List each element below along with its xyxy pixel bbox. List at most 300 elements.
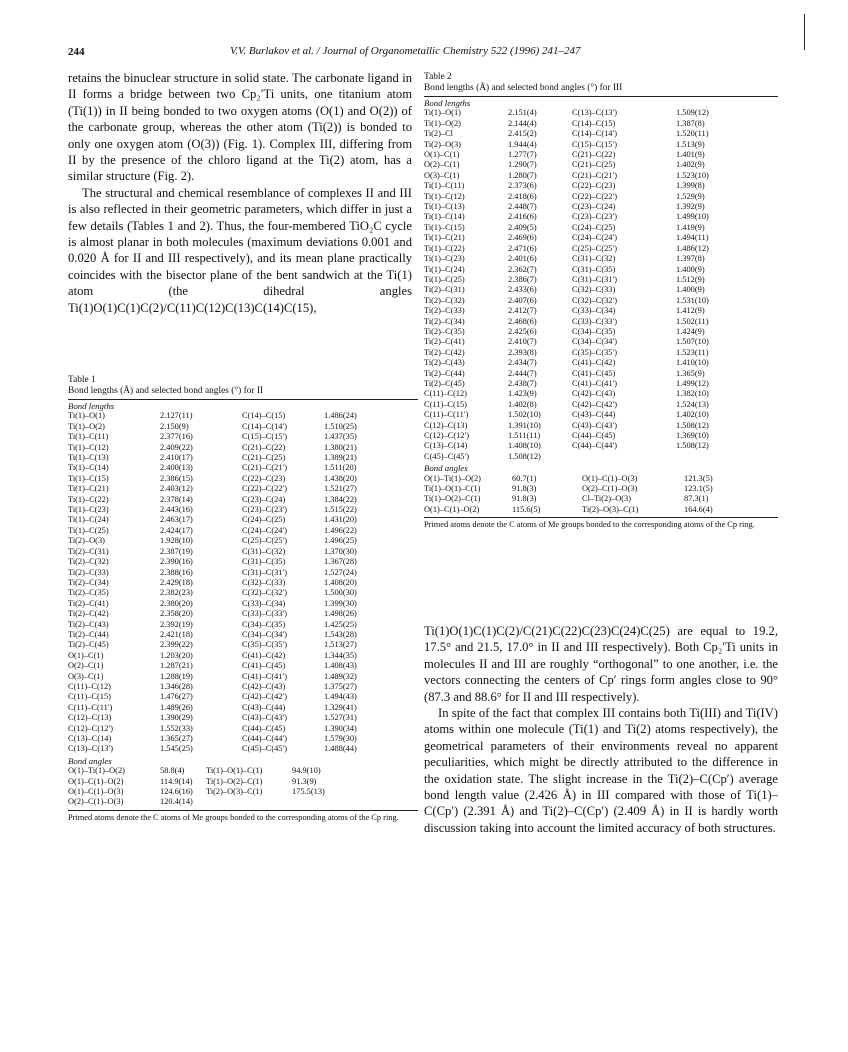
value-cell: 1.280(7) bbox=[508, 170, 537, 180]
atom-pair-cell bbox=[206, 797, 292, 807]
atom-pair-cell: C(23)–C(23′) bbox=[572, 212, 618, 222]
value-cell: 2.410(17) bbox=[160, 453, 193, 463]
atom-pair-cell: Ti(1)–O(2) bbox=[424, 118, 461, 128]
value-cell: 1.489(26) bbox=[160, 702, 193, 712]
value-cell: 94.9(10) bbox=[292, 766, 321, 776]
value-cell: 1.488(44) bbox=[324, 744, 357, 754]
table-rule bbox=[68, 810, 418, 811]
table-row bbox=[424, 421, 709, 431]
table-row bbox=[68, 703, 357, 713]
atom-pair-cell: O(1)–C(1) bbox=[424, 150, 460, 160]
value-cell: 1.510(25) bbox=[324, 421, 357, 431]
atom-pair-cell: Ti(2)–O(3) bbox=[68, 536, 105, 546]
value-cell: 2.407(6) bbox=[508, 295, 537, 305]
atom-pair-cell: C(41)–C(42) bbox=[572, 358, 616, 368]
atom-pair-cell: C(21)–C(25) bbox=[572, 160, 616, 170]
value-cell: 1.412(9) bbox=[676, 306, 705, 316]
value-cell: 1.425(25) bbox=[324, 619, 357, 629]
value-cell: 1.380(21) bbox=[324, 442, 357, 452]
value-cell: 1.579(30) bbox=[324, 734, 357, 743]
value-cell: 1.498(26) bbox=[324, 609, 357, 619]
atom-pair-cell: Ti(2)–C(33) bbox=[424, 306, 465, 316]
value-cell: 1.288(19) bbox=[160, 671, 193, 681]
value-cell: 1.513(27) bbox=[324, 640, 357, 650]
value-cell: 2.416(6) bbox=[508, 212, 537, 222]
atom-pair-cell: Ti(1)–C(11) bbox=[424, 181, 465, 191]
value-cell: 1.344(35) bbox=[324, 650, 357, 660]
value-cell: 1.507(10) bbox=[676, 337, 709, 347]
atom-pair-cell: C(11)–C(15) bbox=[68, 692, 111, 702]
atom-pair-cell: C(44)–C(44′) bbox=[572, 441, 618, 451]
value-cell: 87.3(1) bbox=[684, 494, 709, 504]
value-cell: 1.203(20) bbox=[160, 650, 193, 660]
atom-pair-cell: Ti(2)–Cl bbox=[424, 129, 454, 139]
value-cell: 2.380(20) bbox=[160, 598, 193, 608]
value-cell: 2.362(7) bbox=[508, 264, 537, 274]
atom-pair-cell: C(31)–C(31′) bbox=[242, 567, 288, 577]
table-row bbox=[424, 484, 713, 494]
table-row bbox=[68, 766, 325, 776]
table-row bbox=[424, 389, 709, 399]
value-cell: 2.390(16) bbox=[160, 557, 193, 567]
value-cell: 1.367(28) bbox=[324, 557, 357, 567]
value-cell: 2.387(19) bbox=[160, 546, 193, 556]
value-cell: 1.277(7) bbox=[508, 150, 537, 160]
atom-pair-cell: C(14)–C(14′) bbox=[572, 129, 618, 139]
value-cell: 2.393(8) bbox=[508, 347, 537, 357]
value-cell: 2.388(16) bbox=[160, 567, 193, 577]
value-cell: 2.418(6) bbox=[508, 191, 537, 201]
atom-pair-cell: Ti(2)–C(32) bbox=[68, 557, 109, 567]
table-row bbox=[424, 327, 709, 337]
atom-pair-cell: Ti(2)–C(45) bbox=[424, 378, 465, 388]
table-row bbox=[68, 599, 357, 609]
atom-pair-cell: Ti(2)–O(3)–C(1) bbox=[582, 504, 639, 514]
table-row bbox=[68, 713, 357, 723]
value-cell: 120.4(14) bbox=[160, 797, 193, 807]
atom-pair-cell: C(24)–C(24′) bbox=[572, 233, 618, 243]
value-cell: 1.401(9) bbox=[676, 150, 705, 160]
atom-pair-cell: Ti(2)–C(42) bbox=[424, 347, 465, 357]
section-label: Bond angles bbox=[424, 463, 468, 474]
atom-pair-cell: Ti(2)–C(43) bbox=[424, 358, 465, 368]
value-cell: 2.373(6) bbox=[508, 181, 537, 191]
bond-lengths-table bbox=[68, 411, 357, 754]
value-cell: 2.409(5) bbox=[508, 222, 537, 232]
table-row bbox=[424, 275, 709, 285]
table-row bbox=[68, 484, 357, 494]
table-row bbox=[424, 160, 709, 170]
atom-pair-cell: C(44)–C(45) bbox=[572, 431, 616, 440]
value-cell: 1.527(31) bbox=[324, 713, 357, 723]
atom-pair-cell: Ti(1)–C(24) bbox=[68, 515, 109, 525]
atom-pair-cell: Ti(1)–C(14) bbox=[68, 463, 109, 473]
value-cell: 2.403(12) bbox=[160, 484, 193, 494]
atom-pair-cell: C(23)–C(24) bbox=[242, 494, 286, 504]
table-row bbox=[424, 233, 709, 243]
value-cell: 2.471(6) bbox=[508, 243, 537, 253]
atom-pair-cell: Ti(1)–O(1)–C(1) bbox=[424, 484, 481, 494]
atom-pair-cell: Ti(2)–C(44) bbox=[424, 368, 465, 378]
atom-pair-cell: Ti(1)–C(25) bbox=[68, 525, 109, 535]
value-cell bbox=[292, 797, 325, 807]
value-cell: 1.502(10) bbox=[508, 410, 541, 420]
atom-pair-cell: C(44)–C(45) bbox=[242, 723, 286, 733]
atom-pair-cell: C(21)–C(25) bbox=[242, 453, 286, 463]
value-cell: 1.494(11) bbox=[676, 233, 709, 243]
value-cell: 1.423(9) bbox=[508, 389, 537, 399]
atom-pair-cell: C(31)–C(31′) bbox=[572, 274, 618, 284]
table-row bbox=[68, 411, 357, 421]
table-row bbox=[424, 317, 709, 327]
table-row bbox=[424, 181, 709, 191]
atom-pair-cell: Ti(1)–C(15) bbox=[424, 222, 465, 232]
table-row bbox=[424, 212, 709, 222]
page-edge-line bbox=[804, 14, 805, 50]
table-row bbox=[68, 797, 325, 807]
atom-pair-cell: C(13)–C(14) bbox=[68, 734, 112, 743]
atom-pair-cell: C(43)–C(44) bbox=[572, 410, 616, 420]
bond-lengths-table bbox=[424, 108, 709, 462]
table-row bbox=[424, 285, 709, 295]
value-cell: 2.377(16) bbox=[160, 432, 193, 442]
value-cell: 1.543(28) bbox=[324, 629, 357, 639]
atom-pair-cell: O(1)–Ti(1)–O(2) bbox=[68, 766, 125, 776]
paragraph: The structural and chemical resemblance of complexes II and III is also reflected in their geometric parameters, which differ in just a few details (Tables 1 and 2). Thus, the four-membered TiO₂C cycle is almost planar in both molecules (maximum deviations 0.001 and 0.020 Å for II and III respectively), and its mean plane practically coincides with the bisector plane of the bent sandwich at the Ti(1) atom (the dihedral angles Ti(1)O(1)C(1)C(2)/C(11)C(12)C(13)C(14)C(15), bbox=[68, 185, 412, 315]
value-cell: 115.6(5) bbox=[512, 504, 541, 514]
value-cell: 2.424(17) bbox=[160, 525, 193, 535]
table-row bbox=[424, 452, 709, 462]
atom-pair-cell: Ti(1)–C(23) bbox=[68, 505, 109, 515]
atom-pair-cell: C(34)–C(35) bbox=[242, 619, 286, 629]
atom-pair-cell: Ti(2)–C(35) bbox=[424, 326, 465, 336]
table-row bbox=[424, 244, 709, 254]
table-row bbox=[424, 431, 709, 441]
atom-pair-cell: C(41)–C(45) bbox=[242, 661, 286, 671]
atom-pair-cell: Cl–Ti(2)–O(3) bbox=[582, 494, 632, 504]
value-cell: 2.421(18) bbox=[160, 629, 193, 639]
atom-pair-cell: C(33)–C(33′) bbox=[572, 316, 618, 326]
table-row bbox=[68, 777, 325, 787]
atom-pair-cell: C(11)–C(11′) bbox=[424, 410, 469, 420]
value-cell: 1.400(9) bbox=[676, 264, 705, 274]
body-text-left bbox=[68, 70, 412, 316]
table-caption: Bond lengths (Å) and selected bond angles (°) for III bbox=[424, 83, 623, 93]
value-cell: 114.9(14) bbox=[160, 776, 193, 786]
atom-pair-cell: Ti(1)–C(15) bbox=[68, 473, 109, 483]
atom-pair-cell: C(33)–C(33′) bbox=[242, 609, 288, 619]
atom-pair-cell: C(42)–C(43) bbox=[572, 389, 616, 399]
value-cell: 2.412(7) bbox=[508, 306, 537, 316]
table-row bbox=[68, 526, 357, 536]
atom-pair-cell: Ti(2)–C(42) bbox=[68, 609, 109, 619]
atom-pair-cell: C(14)–C(15) bbox=[572, 118, 616, 128]
value-cell: 1.397(8) bbox=[676, 254, 705, 264]
value-cell: 2.429(18) bbox=[160, 577, 193, 587]
value-cell: 1.402(8) bbox=[508, 399, 537, 409]
value-cell: 1.438(20) bbox=[324, 473, 357, 483]
atom-pair-cell: Ti(1)–C(21) bbox=[424, 233, 465, 243]
value-cell: 1.545(25) bbox=[160, 744, 193, 754]
table-row bbox=[68, 724, 357, 734]
value-cell: 1.509(12) bbox=[676, 108, 709, 118]
value-cell: 91.8(3) bbox=[512, 494, 537, 504]
value-cell: 1.524(13) bbox=[676, 399, 709, 409]
atom-pair-cell: Ti(1)–O(1)–C(1) bbox=[206, 766, 263, 776]
table-row bbox=[68, 640, 357, 650]
value-cell: 1.521(27) bbox=[324, 484, 357, 494]
table-row bbox=[424, 119, 709, 129]
table-2 bbox=[424, 72, 778, 530]
value-cell: 1.496(25) bbox=[324, 536, 357, 546]
table-row bbox=[424, 265, 709, 275]
value-cell: 2.468(6) bbox=[508, 316, 537, 326]
atom-pair-cell: Ti(2)–C(43) bbox=[68, 619, 109, 629]
table-row bbox=[424, 129, 709, 139]
value-cell: 2.469(6) bbox=[508, 233, 537, 243]
table-row bbox=[424, 358, 709, 368]
table-1 bbox=[68, 375, 418, 823]
atom-pair-cell: Ti(1)–O(1) bbox=[424, 108, 461, 118]
value-cell: 1.552(33) bbox=[160, 723, 193, 733]
atom-pair-cell: C(15)–C(15′) bbox=[572, 139, 618, 149]
value-cell: 164.6(4) bbox=[684, 504, 713, 514]
value-cell: 1.384(22) bbox=[324, 494, 357, 504]
table-row bbox=[68, 505, 357, 515]
atom-pair-cell: C(23)–C(23′) bbox=[242, 505, 288, 515]
running-head: V.V. Burlakov et al. / Journal of Organometallic Chemistry 522 (1996) 241–247 bbox=[230, 45, 581, 57]
table-row bbox=[68, 744, 357, 754]
atom-pair-cell: C(13)–C(13′) bbox=[572, 108, 618, 118]
value-cell: 1.424(9) bbox=[676, 326, 705, 336]
table-rule bbox=[68, 399, 418, 400]
atom-pair-cell: O(2)–C(1) bbox=[68, 661, 104, 671]
atom-pair-cell: C(12)–C(13) bbox=[68, 713, 112, 723]
value-cell: 1.508(12) bbox=[508, 451, 541, 461]
atom-pair-cell: Ti(1)–C(23) bbox=[424, 254, 465, 264]
table-row bbox=[68, 536, 357, 546]
value-cell: 1.508(12) bbox=[676, 441, 709, 451]
value-cell: 1.390(34) bbox=[324, 723, 357, 733]
value-cell: 1.496(22) bbox=[324, 525, 357, 535]
table-row bbox=[68, 661, 357, 671]
value-cell: 2.151(4) bbox=[508, 108, 537, 118]
atom-pair-cell: Ti(2)–O(3) bbox=[424, 139, 461, 149]
atom-pair-cell: C(41)–C(45) bbox=[572, 368, 616, 378]
atom-pair-cell: C(21)–C(21′) bbox=[242, 463, 288, 473]
value-cell: 1.408(10) bbox=[508, 441, 541, 451]
value-cell: 2.401(6) bbox=[508, 254, 537, 264]
atom-pair-cell: C(21)–C(22) bbox=[242, 442, 286, 452]
value-cell: 2.425(6) bbox=[508, 326, 537, 336]
table-row bbox=[424, 348, 709, 358]
atom-pair-cell: C(14)–C(15) bbox=[242, 411, 286, 421]
value-cell: 2.358(20) bbox=[160, 609, 193, 619]
atom-pair-cell: C(44)–C(44′) bbox=[242, 734, 288, 743]
atom-pair-cell: Ti(2)–C(31) bbox=[68, 546, 109, 556]
table-row bbox=[68, 609, 357, 619]
value-cell: 1.520(11) bbox=[676, 129, 709, 139]
atom-pair-cell: Ti(2)–O(3)–C(1) bbox=[206, 787, 263, 797]
atom-pair-cell: C(21)–C(21′) bbox=[572, 170, 618, 180]
value-cell: 2.127(11) bbox=[160, 411, 193, 421]
value-cell: 1.408(43) bbox=[324, 661, 357, 671]
atom-pair-cell: C(22)–C(22′) bbox=[242, 484, 288, 494]
atom-pair-cell: C(24)–C(25) bbox=[242, 515, 286, 525]
value-cell: 2.386(7) bbox=[508, 274, 537, 284]
value-cell: 1.387(8) bbox=[676, 118, 705, 128]
table-row bbox=[68, 682, 357, 692]
table-row bbox=[68, 515, 357, 525]
atom-pair-cell: C(34)–C(34′) bbox=[242, 629, 288, 639]
table-row bbox=[424, 505, 713, 515]
table-row bbox=[68, 474, 357, 484]
atom-pair-cell: C(43)–C(44) bbox=[242, 702, 286, 712]
value-cell: 1.928(10) bbox=[160, 536, 193, 546]
atom-pair-cell: C(33)–C(34) bbox=[242, 598, 286, 608]
atom-pair-cell: C(14)–C(14′) bbox=[242, 421, 288, 431]
atom-pair-cell: O(1)–C(1)–O(3) bbox=[68, 787, 124, 797]
atom-pair-cell: Ti(1)–O(2)–C(1) bbox=[424, 494, 481, 504]
table-title: Table 2 bbox=[424, 72, 452, 82]
table-row bbox=[424, 171, 709, 181]
table-row bbox=[424, 306, 709, 316]
atom-pair-cell: C(34)–C(35) bbox=[572, 326, 616, 336]
value-cell: 1.346(28) bbox=[160, 681, 193, 691]
atom-pair-cell: Ti(1)–C(13) bbox=[424, 202, 465, 212]
table-row bbox=[68, 495, 357, 505]
value-cell: 1.511(11) bbox=[508, 431, 541, 440]
atom-pair-cell: C(22)–C(22′) bbox=[572, 191, 618, 201]
table-row bbox=[424, 400, 709, 410]
value-cell: 1.531(10) bbox=[676, 295, 709, 305]
value-cell: 1.400(9) bbox=[676, 285, 705, 295]
atom-pair-cell: O(3)–C(1) bbox=[68, 671, 104, 681]
table-row bbox=[68, 432, 357, 442]
atom-pair-cell: Ti(1)–C(13) bbox=[68, 453, 109, 463]
table-row bbox=[68, 463, 357, 473]
atom-pair-cell: Ti(2)–C(33) bbox=[68, 567, 109, 577]
value-cell: 1.494(43) bbox=[324, 692, 357, 702]
value-cell: 60.7(1) bbox=[512, 473, 537, 483]
table-row bbox=[68, 568, 357, 578]
table-rule bbox=[424, 517, 778, 518]
value-cell: 2.144(4) bbox=[508, 118, 537, 128]
atom-pair-cell: C(41)–C(42) bbox=[242, 650, 286, 660]
value-cell: 2.415(2) bbox=[508, 129, 537, 139]
value-cell: 2.378(14) bbox=[160, 494, 193, 504]
atom-pair-cell: O(2)–C(1)–O(3) bbox=[582, 484, 638, 494]
value-cell: 1.382(10) bbox=[676, 389, 709, 399]
atom-pair-cell: C(32)–C(32′) bbox=[572, 295, 618, 305]
table-row bbox=[68, 443, 357, 453]
value-cell: 1.502(11) bbox=[676, 316, 709, 326]
table-footnote: Primed atoms denote the C atoms of Me groups bonded to the corresponding atoms of the Cp ring. bbox=[424, 520, 755, 530]
value-cell: 2.386(15) bbox=[160, 473, 193, 483]
atom-pair-cell: Ti(1)–C(25) bbox=[424, 274, 465, 284]
table-row bbox=[424, 494, 713, 504]
atom-pair-cell: C(32)–C(33) bbox=[572, 285, 616, 295]
atom-pair-cell: C(32)–C(32′) bbox=[242, 588, 288, 598]
value-cell: 121.3(5) bbox=[684, 473, 713, 483]
value-cell: 2.392(19) bbox=[160, 619, 193, 629]
table-row bbox=[68, 557, 357, 567]
value-cell: 1.529(9) bbox=[676, 191, 705, 201]
table-row bbox=[424, 254, 709, 264]
atom-pair-cell: Ti(2)–C(41) bbox=[424, 337, 465, 347]
value-cell: 1.486(24) bbox=[324, 411, 357, 421]
atom-pair-cell: C(42)–C(42′) bbox=[242, 692, 288, 702]
atom-pair-cell: C(31)–C(35) bbox=[242, 557, 286, 567]
table-rule bbox=[424, 96, 778, 97]
paragraph: retains the binuclear structure in solid state. The carbonate ligand in II forms a bridge between two Cp₂′Ti units, one titanium atom (Ti(1)) in II being bonded to two oxygen atoms (O(1) and O(2)) of the carbonate group, whereas the other atom (Ti(2)) is bonded to only one oxygen atom (O(3)) (Fig. 1). Complex III, differing from II by the presence of the chloro ligand at the Ti(2) atom, has a similar structure (Fig. 2). bbox=[68, 71, 412, 184]
value-cell: 1.410(10) bbox=[676, 358, 709, 368]
table-row bbox=[68, 547, 357, 557]
table-row bbox=[68, 578, 357, 588]
atom-pair-cell: C(42)–C(42′) bbox=[572, 399, 618, 409]
value-cell: 124.6(16) bbox=[160, 787, 193, 797]
atom-pair-cell: C(31)–C(32) bbox=[572, 254, 616, 264]
atom-pair-cell: O(1)–Ti(1)–O(2) bbox=[424, 473, 481, 483]
value-cell: 2.399(22) bbox=[160, 640, 193, 650]
atom-pair-cell: Ti(1)–C(21) bbox=[68, 484, 109, 494]
atom-pair-cell: C(21)–C(22) bbox=[572, 150, 616, 160]
atom-pair-cell: C(11)–C(12) bbox=[424, 389, 467, 399]
value-cell: 1.419(9) bbox=[676, 222, 705, 232]
table-row bbox=[68, 672, 357, 682]
value-cell: 1.512(9) bbox=[676, 274, 705, 284]
value-cell: 1.500(30) bbox=[324, 588, 357, 598]
table-row bbox=[68, 422, 357, 432]
atom-pair-cell: C(33)–C(34) bbox=[572, 306, 616, 316]
value-cell: 1.399(30) bbox=[324, 598, 357, 608]
table-row bbox=[424, 150, 709, 160]
value-cell: 1.944(4) bbox=[508, 139, 537, 149]
atom-pair-cell: C(25)–C(25′) bbox=[242, 536, 288, 546]
atom-pair-cell: Ti(1)–O(2) bbox=[68, 421, 105, 431]
atom-pair-cell: Ti(2)–C(34) bbox=[424, 316, 465, 326]
value-cell: 1.523(10) bbox=[676, 170, 709, 180]
table-row bbox=[68, 620, 357, 630]
atom-pair-cell: C(32)–C(33) bbox=[242, 577, 286, 587]
table-caption: Bond lengths (Å) and selected bond angles (°) for II bbox=[68, 386, 264, 396]
value-cell: 1.511(20) bbox=[324, 463, 357, 473]
table-row bbox=[424, 410, 709, 420]
atom-pair-cell: C(25)–C(25′) bbox=[572, 243, 618, 253]
atom-pair-cell: C(22)–C(23) bbox=[242, 473, 286, 483]
atom-pair-cell: C(31)–C(35) bbox=[572, 264, 616, 274]
atom-pair-cell: Ti(2)–C(44) bbox=[68, 629, 109, 639]
table-row bbox=[424, 202, 709, 212]
atom-pair-cell: C(12)–C(13) bbox=[424, 420, 468, 430]
table-row bbox=[424, 369, 709, 379]
table-row bbox=[424, 337, 709, 347]
atom-pair-cell: C(31)–C(32) bbox=[242, 546, 286, 556]
atom-pair-cell: C(43)–C(43′) bbox=[242, 713, 288, 723]
atom-pair-cell: C(13)–C(14) bbox=[424, 441, 468, 451]
value-cell: 2.150(9) bbox=[160, 421, 189, 431]
atom-pair-cell: C(34)–C(34′) bbox=[572, 337, 618, 347]
value-cell: 2.382(23) bbox=[160, 588, 193, 598]
table-row bbox=[424, 379, 709, 389]
atom-pair-cell: C(43)–C(43′) bbox=[572, 420, 618, 430]
atom-pair-cell: Ti(2)–C(32) bbox=[424, 295, 465, 305]
atom-pair-cell: Ti(1)–C(22) bbox=[424, 243, 465, 253]
atom-pair-cell: C(35)–C(35′) bbox=[242, 640, 288, 650]
value-cell: 1.523(11) bbox=[676, 347, 709, 357]
atom-pair-cell: Ti(1)–C(22) bbox=[68, 494, 109, 504]
atom-pair-cell: O(1)–C(1)–O(3) bbox=[582, 473, 638, 483]
